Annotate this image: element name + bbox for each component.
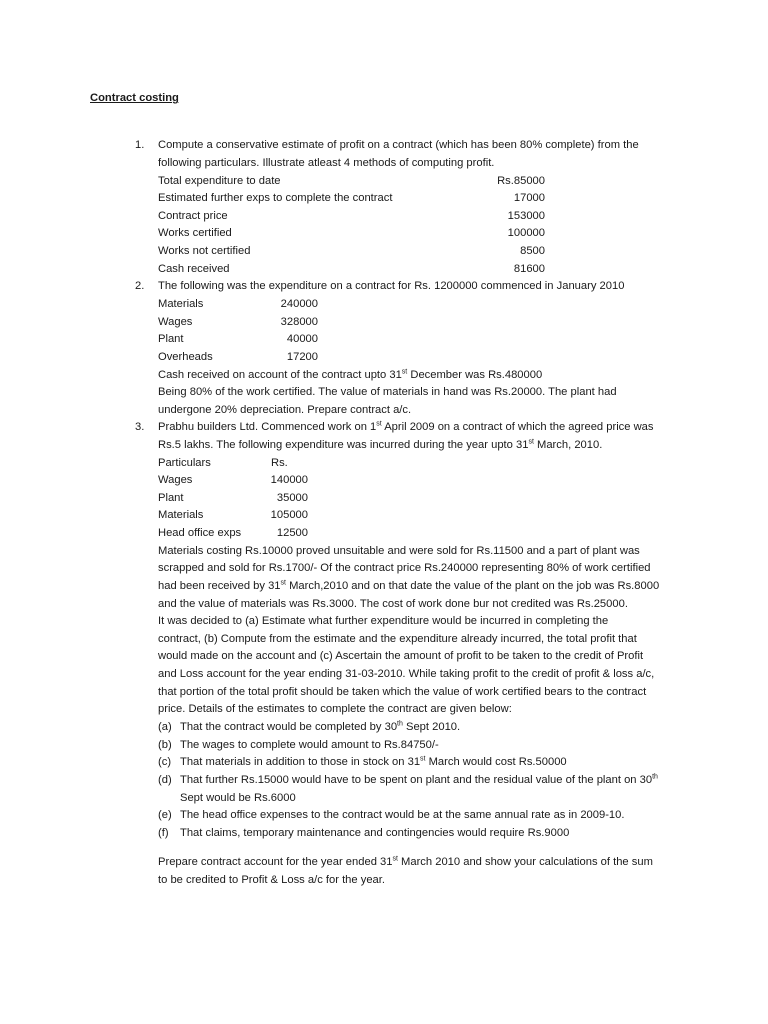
q3-final-line-2: to be credited to Profit & Loss a/c for the year.	[158, 874, 385, 886]
q3-item-text: That materials in addition to those in stock on 31	[180, 756, 421, 768]
q1-row-label: Total expenditure to date	[158, 175, 281, 187]
q3-line-2	[158, 437, 602, 455]
q3-row-value: 35000	[276, 492, 308, 504]
q3-para-line: scrapped and sold for Rs.1700/- Of the contract price Rs.240000 representing 80% of work certified	[158, 562, 651, 574]
q3-item-text: Sept 2010.	[402, 721, 461, 733]
q1-row-label: Works certified	[158, 227, 232, 239]
q3-item-f-marker: (f)	[158, 827, 169, 839]
q3-item-text: That further Rs.15000 would have to be spent on plant and the residual value of the plant on 30	[180, 774, 653, 786]
q3-table-header-label: Particulars	[158, 457, 211, 469]
q3-item-f: That claims, temporary maintenance and contingencies would require Rs.9000	[180, 827, 570, 839]
q3-para-line: It was decided to (a) Estimate what further expenditure would be incurred in completing the	[158, 615, 609, 627]
q3-item-e: The head office expenses to the contract would be at the same annual rate as in 2009-10.	[180, 809, 625, 821]
q3-row-value: 105000	[270, 509, 308, 521]
q3-item-d	[180, 772, 658, 790]
q3-ordinal: st	[528, 438, 534, 446]
q3-para-line: contract, (b) Compute from the estimate and the expenditure already incurred, the total profit that	[158, 633, 637, 645]
q2-row-value: 40000	[286, 333, 318, 345]
q2-row-label: Overheads	[158, 351, 213, 363]
q2-line: Being 80% of the work certified. The value of materials in hand was Rs.20000. The plant had	[158, 386, 617, 398]
q3-item-d-marker: (d)	[158, 774, 172, 786]
q3-table-header-value: Rs.	[271, 457, 288, 469]
q3-item-b: The wages to complete would amount to Rs.84750/-	[180, 739, 439, 751]
q2-cash-text: Cash received on account of the contract upto 31	[158, 369, 402, 381]
q3-item-c	[180, 754, 567, 772]
q3-text: Rs.5 lakhs. The following expenditure was incurred during the year upto 31	[158, 439, 529, 451]
q3-para-line: and Loss account for the year ending 31-03-2010. While taking profit to the credit of profit & loss a/c,	[158, 668, 655, 680]
q3-item-a-marker: (a)	[158, 721, 172, 733]
q3-final-line-1	[158, 854, 653, 872]
q1-row-label: Estimated further exps to complete the contract	[158, 192, 393, 204]
q2-cash-text-end: December was Rs.480000	[407, 369, 543, 381]
q2-row-value: 17200	[286, 351, 318, 363]
q3-para-line: that portion of the total profit should be taken which the value of work certified bears to the contract	[158, 686, 647, 698]
q3-item-b-marker: (b)	[158, 739, 172, 751]
q3-ordinal: st	[280, 579, 286, 587]
q3-row-value: 12500	[276, 527, 308, 539]
q1-row-label: Contract price	[158, 210, 228, 222]
q2-row-value: 240000	[280, 298, 318, 310]
q3-row-label: Plant	[158, 492, 184, 504]
q3-text: Prabhu builders Ltd. Commenced work on 1	[158, 421, 377, 433]
q1-number: 1.	[135, 139, 145, 151]
q3-row-value: 140000	[270, 474, 308, 486]
q3-para-line: price. Details of the estimates to complete the contract are given below:	[158, 703, 512, 715]
q3-line-1	[158, 419, 654, 437]
q1-line-2: following particulars. Illustrate atleast 4 methods of computing profit.	[158, 157, 495, 169]
q3-ordinal: th	[397, 720, 403, 728]
q3-row-label: Head office exps	[158, 527, 242, 539]
q3-item-text: That the contract would be completed by 30	[180, 721, 398, 733]
q3-item-text: March would cost Rs.50000	[425, 756, 567, 768]
q1-row-value: 8500	[520, 245, 545, 257]
q3-ordinal: st	[376, 420, 382, 428]
q3-text: March, 2010.	[533, 439, 603, 451]
q2-line: undergone 20% depreciation. Prepare contract a/c.	[158, 404, 412, 416]
q1-row-label: Works not certified	[158, 245, 251, 257]
q3-text: Prepare contract account for the year ended 31	[158, 856, 393, 868]
q2-row-label: Wages	[158, 316, 193, 328]
q1-row-label: Cash received	[158, 263, 230, 275]
q3-text: March,2010 and on that date the value of the plant on the job was Rs.8000	[286, 580, 660, 592]
q2-row-label: Materials	[158, 298, 204, 310]
document-title: Contract costing	[90, 92, 179, 104]
q3-row-label: Wages	[158, 474, 193, 486]
q1-row-value: 17000	[513, 192, 545, 204]
q3-ordinal: th	[652, 773, 658, 781]
q1-row-value: 81600	[513, 263, 545, 275]
q2-cash-line	[158, 367, 542, 385]
q3-para-line: and the value of materials was Rs.3000. The cost of work done bur not credited was Rs.25000.	[158, 598, 628, 610]
q1-row-value: 153000	[507, 210, 545, 222]
q1-row-value: Rs.85000	[497, 175, 545, 187]
q3-row-label: Materials	[158, 509, 204, 521]
q3-item-e-marker: (e)	[158, 809, 172, 821]
q3-number: 3.	[135, 421, 145, 433]
q1-line-1: Compute a conservative estimate of profit on a contract (which has been 80% complete) from the	[158, 139, 639, 151]
q3-para-line	[158, 578, 659, 596]
q3-item-d-line-2: Sept would be Rs.6000	[180, 792, 296, 804]
q3-item-c-marker: (c)	[158, 756, 172, 768]
q3-item-a	[180, 719, 460, 737]
q2-intro: The following was the expenditure on a contract for Rs. 1200000 commenced in January 2010	[158, 280, 625, 292]
q3-para-line: would made on the account and (c) Ascertain the amount of profit to be taken to the credit of Profit	[158, 650, 644, 662]
q3-text: March 2010 and show your calculations of the sum	[397, 856, 653, 868]
q3-ordinal: st	[392, 855, 398, 863]
q3-para-line: Materials costing Rs.10000 proved unsuitable and were sold for Rs.11500 and a part of plant was	[158, 545, 640, 557]
q3-text: April 2009 on a contract of which the agreed price was	[381, 421, 654, 433]
q2-number: 2.	[135, 280, 145, 292]
q3-text: had been received by 31	[158, 580, 281, 592]
q2-row-value: 328000	[280, 316, 318, 328]
q2-row-label: Plant	[158, 333, 184, 345]
q1-row-value: 100000	[507, 227, 545, 239]
q3-ordinal: st	[420, 755, 426, 763]
q2-cash-ordinal: st	[401, 368, 408, 376]
